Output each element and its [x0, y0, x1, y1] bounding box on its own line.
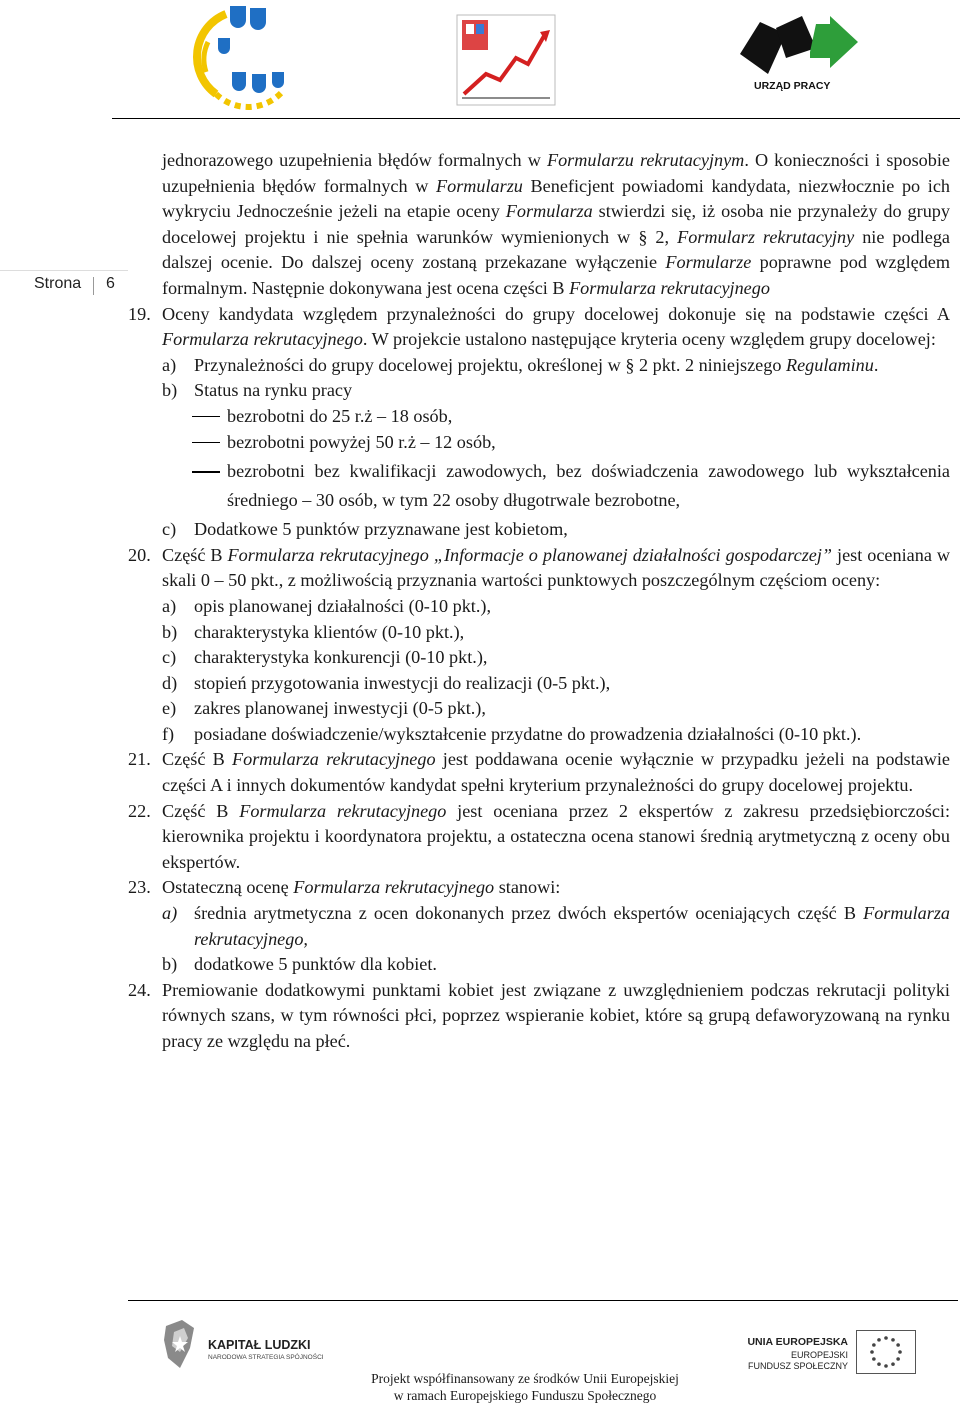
- eu-star: [877, 1362, 881, 1366]
- dash-item-1: bezrobotni do 25 r.ż – 18 osób,: [128, 404, 950, 430]
- item-20-sub: b) charakterystyka klientów (0-10 pkt.),: [162, 621, 465, 642]
- dash-item-3: bezrobotni bez kwalifikacji zawodowych, bez doświadczenia zawodowego lub wykształcenia średniego – 30 osób, w tym 22 osoby długotrwale bezrobotne,: [128, 457, 950, 515]
- eu-star: [891, 1338, 895, 1342]
- eu-label-1: UNIA EUROPEJSKA: [747, 1336, 848, 1348]
- footer-divider: [128, 1300, 958, 1301]
- eu-star: [872, 1343, 876, 1347]
- item-20-list: [128, 594, 950, 748]
- page-number-value: 6: [106, 275, 115, 292]
- growth-chart-logo: [456, 14, 556, 106]
- gmina-logo: [186, 2, 298, 110]
- item-19-b: b) Status na rynku pracy: [162, 380, 353, 401]
- eu-star: [891, 1362, 895, 1366]
- item-23-a: a) średnia arytmetyczna z ocen dokonanych przez dwóch ekspertów oceniających część B Formularza rekrutacyjnego,: [162, 903, 950, 949]
- item-19-c: c) Dodatkowe 5 punktów przyznawane jest kobietom,: [162, 519, 568, 540]
- item-20-sub: a) opis planowanej działalności (0-10 pkt.),: [162, 595, 491, 616]
- eu-star: [872, 1357, 876, 1361]
- page-number-separator: [93, 277, 94, 295]
- eu-star: [898, 1350, 902, 1354]
- intro-paragraph: jednorazowego uzupełnienia błędów formalnych w Formularzu rekrutacyjnym. O konieczności i sposobie uzupełnienia błędów formalnych w Formularzu Beneficjent powiadomi kandydata, niezwłocznie po ich wykryciu Jednocześnie jeżeli na etapie oceny Formularza stwierdzi się, iż osoba nie przynależy do grupy docelowej projektu i nie spełnia warunków wymienionych w § 2, Formularz rekrutacyjny nie podlega dalszej ocenie. Do dalszej oceny zostaną przekazane wyłączenie Formularze poprawne pod względem formalnym. Następnie dokonywana jest ocena części B Formularza rekrutacyjnego: [162, 150, 951, 298]
- eu-flag-icon: [856, 1330, 916, 1374]
- kapital-ludzki-logo: [160, 1318, 350, 1374]
- item-20-sub: c) charakterystyka konkurencji (0-10 pkt.),: [162, 647, 488, 668]
- footer-line-2: w ramach Europejskiego Funduszu Społecznego: [393, 1388, 657, 1403]
- item-20-sub: e) zakres planowanej inwestycji (0-5 pkt.),: [162, 698, 486, 719]
- eu-star: [884, 1364, 888, 1368]
- eu-star: [870, 1350, 874, 1354]
- kapital-ludzki-subtitle: NARODOWA STRATEGIA SPÓJNOŚCI: [208, 1354, 324, 1361]
- footer-line-1: Projekt współfinansowany ze środków Unii Europejskiej: [371, 1371, 679, 1386]
- page-label: Strona: [34, 275, 82, 292]
- page-number: [0, 270, 128, 299]
- eu-star: [884, 1336, 888, 1340]
- item-21: 21. Część B Formularza rekrutacyjnego jest poddawana ocenie wyłącznie w przypadku jeżeli na podstawie części A i innych dokumentów kandydat spełni kryterium przynależności do grupy docelowej projektu.: [128, 749, 950, 796]
- eu-label-2: EUROPEJSKI: [790, 1350, 848, 1360]
- item-number: 21.: [128, 749, 151, 770]
- item-number: 20.: [128, 544, 151, 565]
- kapital-ludzki-title: KAPITAŁ LUDZKI: [208, 1338, 311, 1352]
- item-23-b: b) dodatkowe 5 punktów dla kobiet.: [162, 954, 437, 975]
- item-20-sub: f) posiadane doświadczenie/wykształcenie przydatne do prowadzenia działalności (0-10 pkt.).: [162, 723, 862, 744]
- item-20-sub: d) stopień przygotowania inwestycji do realizacji (0-5 pkt.),: [162, 672, 611, 693]
- eu-star: [877, 1338, 881, 1342]
- document-body: [128, 148, 950, 1055]
- urzad-pracy-logo: [730, 14, 864, 96]
- footer-text: [360, 1370, 690, 1404]
- eu-star: [896, 1343, 900, 1347]
- item-19-a: a) Przynależności do grupy docelowej projektu, określonej w § 2 pkt. 2 niniejszego Regulaminu.: [162, 354, 879, 375]
- item-19: 19. Oceny kandydata względem przynależności do grupy docelowej dokonuje się na podstawie części A Formularza rekrutacyjnego. W projekcie ustalono następujące kryteria oceny względem grupy docelowej:: [128, 303, 950, 350]
- eu-star: [896, 1357, 900, 1361]
- eu-label-3: FUNDUSZ SPOŁECZNY: [747, 1361, 848, 1371]
- item-number: 19.: [128, 303, 151, 324]
- item-22: 22. Część B Formularza rekrutacyjnego jest oceniana przez 2 ekspertów z zakresu przedsiębiorczości: kierownika projektu i koordynatora projektu, a ostateczna ocena stanowi średnią arytmetyczną z oceny obu ekspertów.: [128, 800, 951, 872]
- item-number: 23.: [128, 877, 151, 898]
- header-divider: [112, 118, 960, 119]
- eu-logo: [747, 1328, 916, 1378]
- item-number: 22.: [128, 800, 151, 821]
- item-number: 24.: [128, 979, 151, 1000]
- item-24: 24. Premiowanie dodatkowymi punktami kobiet jest związane z uwzględnieniem podczas rekrutacji polityki równych szans, w tym równości płci, poprzez wspieranie kobiet, które są grupą defaworyzowaną na rynku pracy ze względu na płeć.: [128, 979, 950, 1051]
- dash-item-2: bezrobotni powyżej 50 r.ż – 12 osób,: [128, 430, 950, 456]
- item-23: 23. Ostateczną ocenę Formularza rekrutacyjnego stanowi:: [128, 875, 950, 901]
- item-20: 20. Część B Formularza rekrutacyjnego „Informacje o planowanej działalności gospodarczej” jest oceniana w skali 0 – 50 pkt., z możliwością przyznania wartości punktowych poszczególnym częściom oceny:: [128, 544, 951, 591]
- urzad-pracy-label: URZĄD PRACY: [754, 80, 831, 92]
